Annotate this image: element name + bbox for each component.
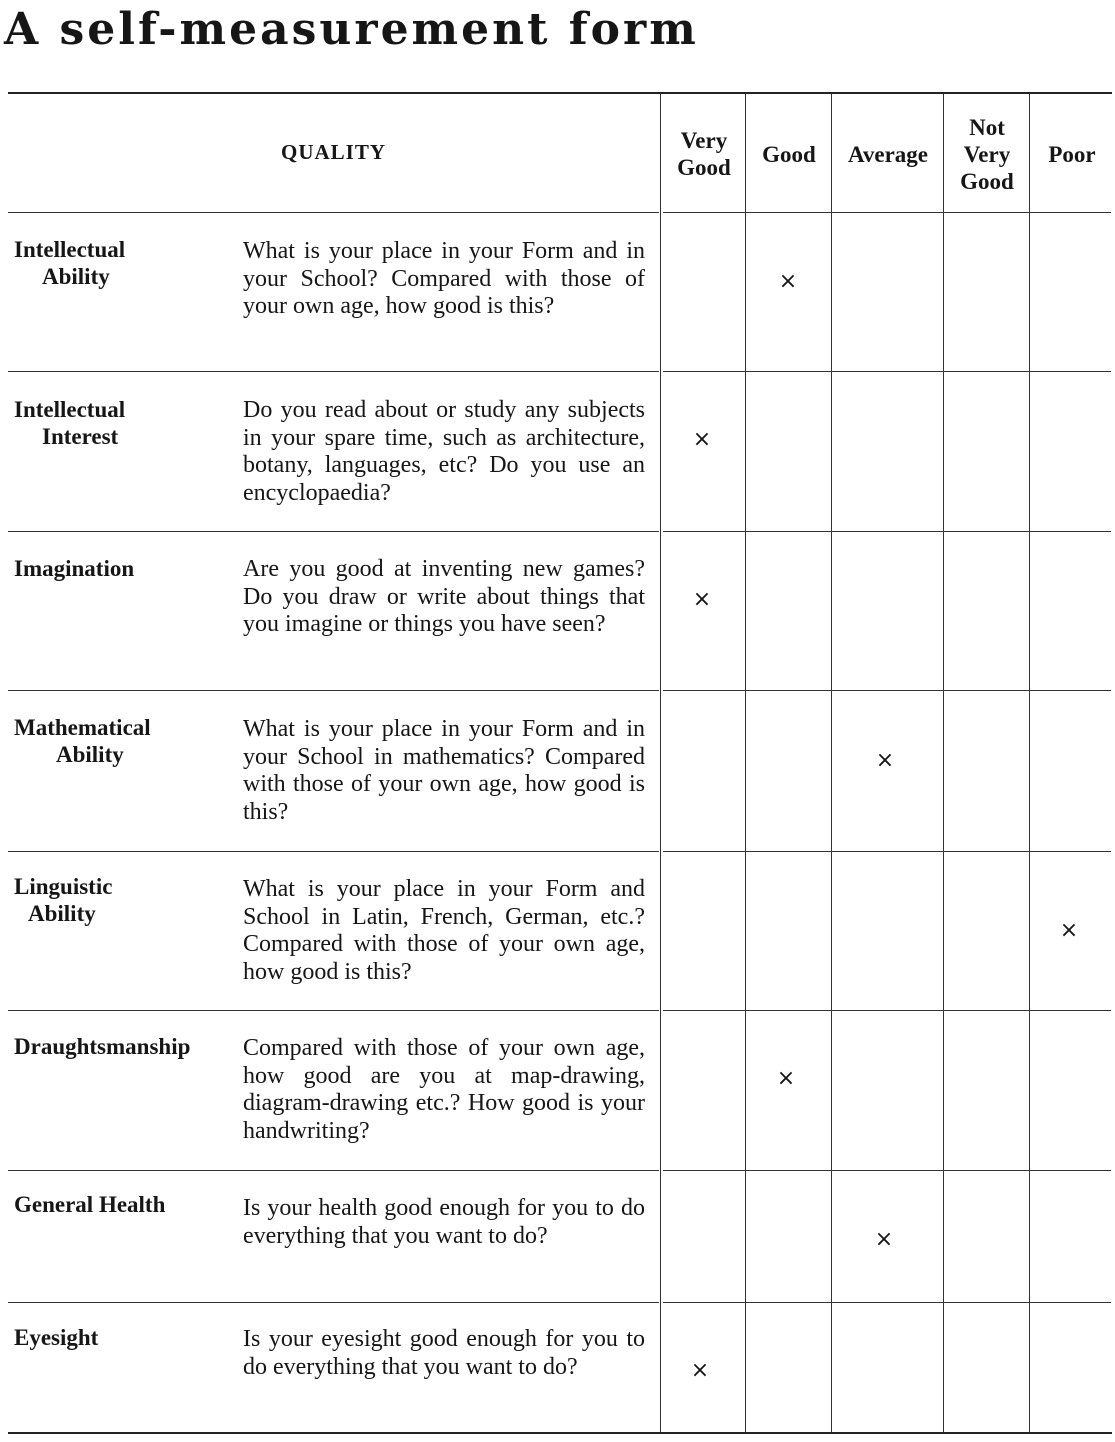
quality-name: Eyesight [14,1325,99,1350]
header-average: Average [847,141,929,167]
rating-mark-average: × [874,1227,894,1252]
rating-mark-good: × [778,269,798,294]
rating-mark-very-good: × [692,587,712,612]
row-divider [8,212,659,213]
quality-name: Linguistic Ability [14,874,113,926]
quality-description: Are you good at inventing new games? Do you draw or write about things that you imagine or things you have seen? [243,556,645,637]
row-divider [663,1010,1111,1011]
header-not-very-good: Not Very Good [960,114,1014,194]
rating-mark-average: × [875,748,895,773]
rating-mark-good: × [776,1066,796,1091]
rating-mark-poor: × [1059,918,1079,943]
rating-mark-very-good: × [692,427,712,452]
row-divider [663,371,1111,372]
row-divider [663,851,1111,852]
quality-name: General Health [14,1192,166,1217]
quality-name: Mathematical Ability [14,715,151,767]
rating-mark-very-good: × [690,1358,710,1383]
quality-description: What is your place in your Form and in your School? Compared with those of your own age, how good is this? [243,238,645,319]
bottom-rule [8,1432,1112,1434]
row-divider [8,371,659,372]
row-divider [8,531,659,532]
row-divider [663,212,1111,213]
row-divider [663,690,1111,691]
quality-name: Intellectual Interest [14,397,126,449]
row-divider [663,531,1111,532]
quality-description: What is your place in your Form and in your School in mathematics? Compared with those of your own age, how good is this? [243,716,645,825]
header-good: Good [762,141,816,167]
row-divider [8,1170,659,1171]
row-divider [663,1170,1111,1171]
quality-description: Compared with those of your own age, how good are you at map-drawing, diagram-drawing etc.? How good is your handwriting? [243,1035,645,1144]
header-very-good: Very Good [677,128,731,180]
quality-description: Is your eyesight good enough for you to do everything that you want to do? [243,1326,645,1380]
row-divider [8,690,659,691]
top-rule [8,92,1112,94]
quality-description: Is your health good enough for you to do everything that you want to do? [243,1195,645,1249]
column-divider [745,94,746,1432]
column-divider [1029,94,1030,1432]
page-title: A self-measurement form [4,4,699,55]
quality-description: What is your place in your Form and School in Latin, French, German, etc.? Compared with those of your own age, how good is this? [243,876,645,985]
column-divider [660,94,661,1432]
row-divider [8,1302,659,1303]
row-divider [663,1302,1111,1303]
quality-description: Do you read about or study any subjects in your spare time, such as architecture, botany, languages, etc? Do you use an encyclopaedia? [243,397,645,506]
quality-name: Draughtsmanship [14,1034,191,1059]
column-divider [943,94,944,1432]
column-divider [831,94,832,1432]
row-divider [8,851,659,852]
row-divider [8,1010,659,1011]
quality-column-header: QUALITY [280,140,387,164]
quality-name: Intellectual Ability [14,237,126,289]
header-poor: Poor [1048,141,1096,167]
quality-name: Imagination [14,556,135,581]
